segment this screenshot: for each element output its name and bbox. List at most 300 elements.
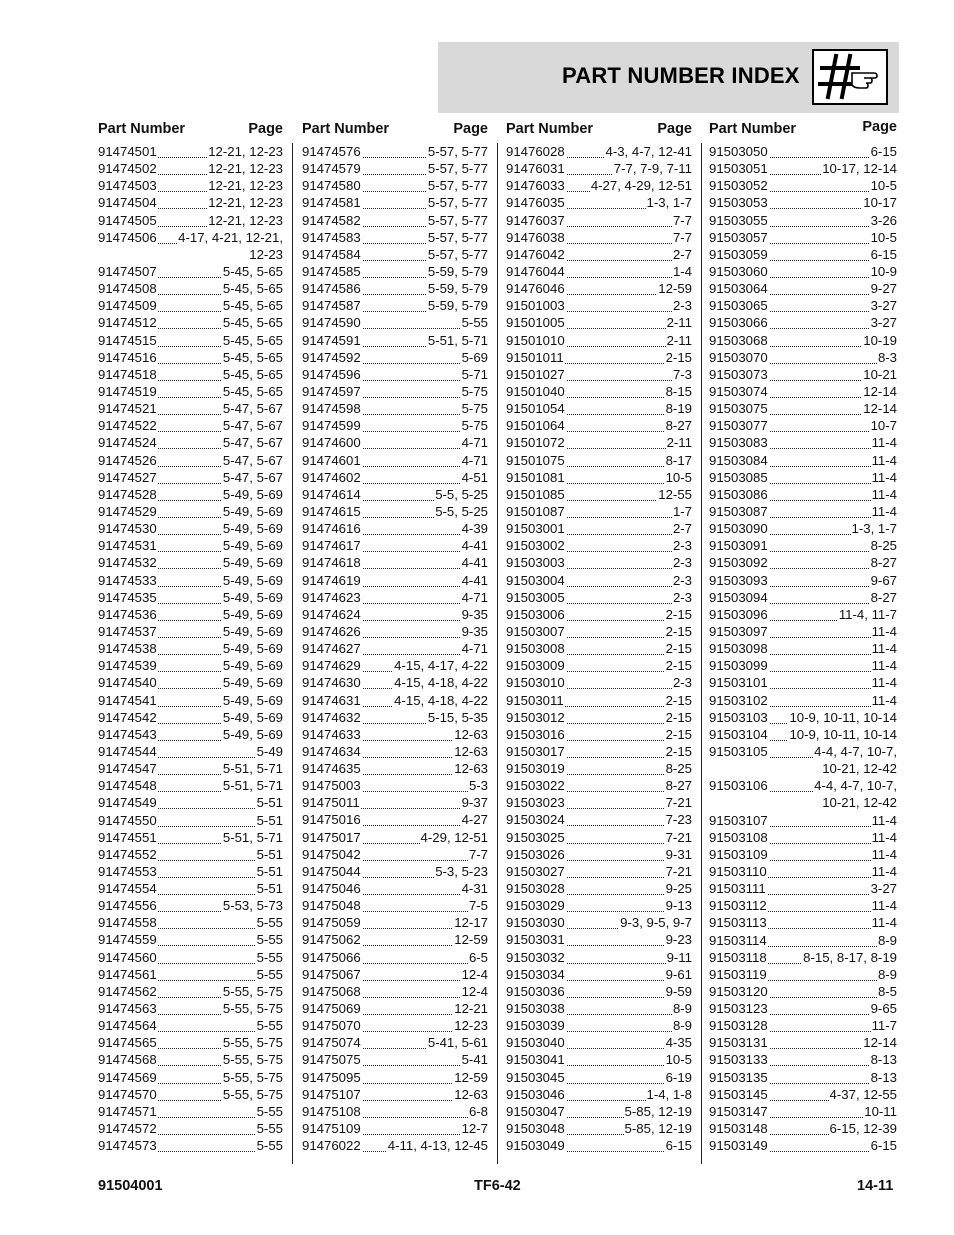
- part-number: 91503002: [506, 538, 565, 554]
- part-number: 91503065: [709, 298, 768, 314]
- page-reference: 5-49, 5-69: [222, 555, 283, 571]
- index-entry: [709, 434, 897, 451]
- page-reference: 2-11: [666, 332, 692, 348]
- index-entry: [506, 229, 692, 246]
- index-entry: [98, 1034, 283, 1051]
- part-number: 91503118: [709, 949, 767, 965]
- part-number: 91475074: [302, 1035, 361, 1051]
- index-entry: [709, 486, 897, 503]
- index-entry: [302, 1051, 488, 1068]
- index-column-2: [302, 119, 488, 1154]
- page-reference: 7-21: [665, 795, 692, 811]
- index-entry: [506, 914, 692, 931]
- page-reference: 11-4: [871, 641, 897, 657]
- page-reference: 10-21: [863, 366, 897, 382]
- page-reference: 5-47, 5-67: [222, 435, 283, 451]
- page-reference: 8-15: [665, 383, 692, 399]
- index-entry: [302, 572, 488, 589]
- page-reference: 5-51, 5-71: [427, 332, 488, 348]
- part-number: 91475016: [302, 812, 361, 828]
- index-entry: [98, 812, 283, 829]
- page-reference: 5-49, 5-69: [222, 675, 283, 691]
- page-reference: 2-11: [666, 435, 692, 451]
- index-entry: [302, 760, 488, 777]
- page-reference: 5-3: [468, 778, 488, 794]
- page-reference: 5-45, 5-65: [222, 298, 283, 314]
- part-number: 91474583: [302, 229, 361, 245]
- index-entry: [709, 1034, 897, 1051]
- part-number: 91503016: [506, 726, 565, 742]
- page-reference: 4-71: [461, 452, 488, 468]
- part-number: 91476022: [302, 1138, 361, 1154]
- index-entry: [709, 537, 897, 554]
- page-reference: 1-7: [672, 503, 692, 519]
- index-entry: [302, 452, 488, 469]
- part-number: 91503004: [506, 572, 565, 588]
- column-header: [506, 119, 692, 143]
- index-entry: [709, 932, 897, 949]
- page-reference: 2-3: [672, 572, 692, 588]
- page-reference: 8-25: [870, 538, 897, 554]
- part-number: 91503108: [709, 829, 768, 845]
- part-number: 91503090: [709, 521, 768, 537]
- part-number: 91474630: [302, 675, 361, 691]
- index-entry: [98, 400, 283, 417]
- part-number: 91503046: [506, 1086, 565, 1102]
- page-reference: 8-9: [672, 1018, 692, 1034]
- part-number: 91503103: [709, 709, 768, 725]
- part-number: 91474579: [302, 161, 361, 177]
- page-reference: 5-45, 5-65: [222, 281, 283, 297]
- index-entry: [709, 692, 897, 709]
- index-entry: [709, 589, 897, 606]
- page-reference: 10-17: [863, 195, 897, 211]
- part-number: 91503008: [506, 641, 565, 657]
- part-number: 91503105: [709, 743, 768, 759]
- index-entry: [302, 417, 488, 434]
- index-entry: [506, 794, 692, 811]
- index-entry: [506, 863, 692, 880]
- index-entry: [302, 657, 488, 674]
- part-number: 91501027: [506, 366, 565, 382]
- index-entry: [302, 692, 488, 709]
- part-number: 91474539: [98, 658, 157, 674]
- index-entry: [302, 554, 488, 571]
- part-number: 91474624: [302, 606, 361, 622]
- part-number-header: Part Number: [709, 121, 797, 137]
- page-reference: 6-8: [468, 1103, 488, 1119]
- page-reference: 2-7: [672, 246, 692, 262]
- page-reference: 5-85, 12-19: [624, 1103, 692, 1119]
- index-entry: [709, 863, 897, 880]
- index-entry: [709, 366, 897, 383]
- index-entry: [98, 606, 283, 623]
- page-reference: 7-23: [665, 812, 692, 828]
- part-number: 91503040: [506, 1035, 565, 1051]
- index-entry: [98, 589, 283, 606]
- part-number: 91474581: [302, 195, 361, 211]
- page-reference: 11-4: [871, 658, 897, 674]
- part-number: 91476046: [506, 281, 565, 297]
- part-number: 91475075: [302, 1052, 361, 1068]
- index-entry: [709, 572, 897, 589]
- part-number: 91474529: [98, 503, 157, 519]
- part-number: 91503098: [709, 641, 768, 657]
- index-entry: [98, 486, 283, 503]
- page-reference: 11-4: [871, 692, 897, 708]
- page-reference: 5-59, 5-79: [427, 281, 488, 297]
- page-reference: 12-63: [454, 726, 488, 742]
- part-number: 91474508: [98, 281, 157, 297]
- part-number: 91501085: [506, 486, 565, 502]
- index-entry: [709, 263, 897, 280]
- page-reference: 7-7: [468, 846, 488, 862]
- part-number: 91474507: [98, 264, 157, 279]
- page-reference: 5-49: [256, 743, 283, 759]
- part-number: 91503026: [506, 846, 565, 862]
- page-reference: 4-29, 12-51: [420, 829, 488, 845]
- part-number-header: Part Number: [302, 121, 390, 137]
- part-number: 91474531: [98, 538, 157, 554]
- page-reference: 4-27: [461, 812, 488, 828]
- index-entry: [98, 726, 283, 743]
- index-entry: [302, 811, 488, 828]
- index-entry: [709, 160, 897, 177]
- part-number: 91474515: [98, 332, 157, 348]
- part-number: 91503149: [709, 1138, 768, 1154]
- index-entry: [302, 383, 488, 400]
- page-reference: 9-59: [665, 983, 692, 999]
- index-entry: [302, 640, 488, 657]
- index-entry: [709, 314, 897, 331]
- page-reference: 9-67: [870, 572, 897, 588]
- part-number: 91474570: [98, 1086, 157, 1102]
- part-number: 91503135: [709, 1069, 768, 1085]
- part-number: 91503038: [506, 1001, 565, 1017]
- part-number: 91503092: [709, 555, 768, 571]
- index-entry: [302, 160, 488, 177]
- part-number: 91503052: [709, 178, 768, 194]
- part-number: 91474616: [302, 521, 361, 537]
- page-reference: 5-45, 5-65: [222, 315, 283, 331]
- part-number: 91503107: [709, 812, 768, 828]
- part-number: 91501075: [506, 452, 565, 468]
- page-reference: 9-31: [665, 846, 692, 862]
- index-entry: [709, 777, 897, 811]
- part-number: 91475042: [302, 846, 361, 862]
- page-reference: 12-17: [454, 915, 488, 931]
- part-number: 91474550: [98, 812, 157, 828]
- index-entry: [709, 1069, 897, 1086]
- part-number: 91501011: [506, 349, 564, 365]
- footer-right: 14-11: [857, 1178, 894, 1194]
- index-entry: [506, 332, 692, 349]
- page-reference: 5-49, 5-69: [222, 709, 283, 725]
- index-entry: [302, 623, 488, 640]
- part-number: 91474634: [302, 743, 361, 759]
- page-reference: 5-49, 5-69: [222, 503, 283, 519]
- part-number: 91474542: [98, 709, 157, 725]
- page-reference: 9-25: [665, 881, 692, 897]
- index-entry: [709, 846, 897, 863]
- index-entry: [506, 297, 692, 314]
- page-reference: 6-15: [665, 1138, 692, 1154]
- index-entry: [506, 829, 692, 846]
- index-entry: [506, 572, 692, 589]
- part-number: 91476031: [506, 161, 565, 177]
- part-number: 91474592: [302, 349, 361, 365]
- page-reference: 3-27: [870, 315, 897, 331]
- index-entry: [302, 280, 488, 297]
- part-number: 91474536: [98, 606, 157, 622]
- part-number: 91503005: [506, 589, 565, 605]
- page-reference: 9-61: [665, 966, 692, 982]
- page-reference: 9-27: [870, 281, 897, 297]
- part-number: 91503131: [709, 1035, 768, 1051]
- page-reference: 10-5: [665, 469, 692, 485]
- index-entry: [506, 983, 692, 1000]
- part-number: 91503066: [709, 315, 768, 331]
- page-reference: 2-7: [672, 521, 692, 537]
- index-entry: [709, 280, 897, 297]
- index-entry: [98, 966, 283, 983]
- page-reference: 5-55: [461, 315, 488, 331]
- page-reference: 5-49, 5-69: [222, 726, 283, 742]
- index-entry: [709, 229, 897, 246]
- title-banner: [438, 42, 899, 113]
- part-number: 91475067: [302, 966, 361, 982]
- part-number: 91503101: [709, 675, 768, 691]
- part-number: 91474587: [302, 298, 361, 314]
- part-number: 91475059: [302, 915, 361, 931]
- index-entry: [506, 726, 692, 743]
- index-entry: [709, 829, 897, 846]
- index-entry: [302, 863, 488, 880]
- index-entry: [98, 674, 283, 691]
- page-reference: 5-51: [256, 881, 283, 897]
- page-reference: 5-15, 5-35: [427, 709, 488, 725]
- page-reference: 5-55: [256, 1138, 283, 1154]
- part-number: 91474522: [98, 418, 157, 434]
- part-number: 91503119: [709, 966, 767, 982]
- page-reference: 11-4: [871, 435, 897, 451]
- part-number: 91475095: [302, 1069, 361, 1085]
- part-number: 91503113: [709, 915, 767, 931]
- index-entry: [506, 709, 692, 726]
- page-reference: 2-15: [665, 606, 692, 622]
- index-entry: [506, 1051, 692, 1068]
- index-entry: [506, 1103, 692, 1120]
- part-number: 91503022: [506, 778, 565, 794]
- part-number: 91474590: [302, 315, 361, 331]
- index-entry: [302, 606, 488, 623]
- part-number: 91503030: [506, 915, 565, 931]
- page-reference: 12-63: [454, 743, 488, 759]
- part-number: 91474582: [302, 212, 361, 228]
- index-entry: [709, 1017, 897, 1034]
- page-reference: 5-75: [461, 418, 488, 434]
- part-number: 91474598: [302, 401, 361, 417]
- page-reference: 1-4, 1-8: [646, 1086, 692, 1102]
- page-reference: 12-21, 12-23: [208, 195, 283, 211]
- part-number: 91503017: [506, 743, 565, 759]
- index-entry: [98, 692, 283, 709]
- index-entry: [506, 1086, 692, 1103]
- page-reference: 2-15: [665, 623, 692, 639]
- index-entry: [302, 537, 488, 554]
- part-number: 91474556: [98, 898, 157, 914]
- part-number: 91503109: [709, 846, 768, 862]
- column-divider: [701, 143, 702, 1164]
- index-entry: [302, 777, 488, 794]
- part-number: 91503106: [709, 778, 768, 794]
- part-number: 91476035: [506, 195, 565, 211]
- index-entry: [302, 1120, 488, 1137]
- page-reference: 12-63: [454, 761, 488, 777]
- page-reference: 10-11: [864, 1103, 897, 1119]
- page-reference: 5-57, 5-77: [427, 229, 488, 245]
- part-number: 91474502: [98, 161, 157, 177]
- index-entry: [98, 537, 283, 554]
- index-entry: [506, 400, 692, 417]
- part-number: 91503051: [709, 161, 768, 177]
- page-reference: 12-55: [658, 486, 692, 502]
- index-entry: [709, 383, 897, 400]
- part-number: 91474533: [98, 572, 157, 588]
- index-column-3: [506, 119, 692, 1154]
- part-number: 91474528: [98, 486, 157, 502]
- page-reference: 9-37: [461, 795, 488, 811]
- index-entry: [709, 606, 897, 623]
- index-entry: [506, 383, 692, 400]
- index-entry: [506, 177, 692, 194]
- part-number: 91501087: [506, 503, 565, 519]
- part-number: 91474540: [98, 675, 157, 691]
- part-number: 91503112: [709, 898, 767, 914]
- index-entry: [709, 1086, 897, 1103]
- part-number: 91474549: [98, 795, 157, 811]
- page-reference: 4-41: [461, 555, 488, 571]
- part-number: 91474560: [98, 949, 157, 965]
- hash-pointing-hand-icon: [812, 49, 888, 105]
- part-number: 91474503: [98, 178, 157, 194]
- index-entry: [98, 794, 283, 811]
- index-entry: [709, 657, 897, 674]
- page-reference: 5-51: [256, 795, 283, 811]
- page-reference: 4-4, 4-7, 10-7,: [814, 778, 897, 794]
- index-entry: [98, 366, 283, 383]
- index-entry: [709, 194, 897, 211]
- part-number: 91503034: [506, 966, 565, 982]
- index-entry: [302, 434, 488, 451]
- page-reference: 5-5, 5-25: [435, 486, 488, 502]
- page-reference: 5-57, 5-77: [427, 212, 488, 228]
- index-entry: [98, 1103, 283, 1120]
- index-entry: [506, 246, 692, 263]
- index-entry: [302, 1000, 488, 1017]
- page-reference: 5-85, 12-19: [624, 1121, 692, 1137]
- page-reference: 7-5: [468, 898, 488, 914]
- part-number: 91503039: [506, 1018, 565, 1034]
- part-number: 91474537: [98, 623, 157, 639]
- page-reference: 4-51: [461, 469, 488, 485]
- index-entry: [98, 931, 283, 948]
- page-reference: 5-57, 5-77: [427, 161, 488, 177]
- index-entry: [709, 623, 897, 640]
- part-number: 91503148: [709, 1121, 768, 1137]
- page-reference: 2-15: [665, 658, 692, 674]
- part-number: 91503084: [709, 452, 768, 468]
- page-reference: 4-71: [461, 641, 488, 657]
- part-number: 91503064: [709, 281, 768, 297]
- page-reference-continued: 10-21, 12-42: [822, 761, 897, 777]
- index-entry: [302, 1017, 488, 1034]
- page-reference: 5-57, 5-77: [427, 178, 488, 194]
- page-reference: 5-47, 5-67: [222, 452, 283, 468]
- part-number: 91503001: [506, 521, 565, 537]
- index-entry: [98, 829, 283, 846]
- index-entry: [709, 1051, 897, 1068]
- page-reference: 9-13: [665, 898, 692, 914]
- part-number: 91503077: [709, 418, 768, 434]
- column-divider: [292, 143, 293, 1164]
- part-number: 91503087: [709, 503, 768, 519]
- part-number: 91501003: [506, 298, 565, 314]
- part-number: 91503094: [709, 589, 768, 605]
- page-reference: 5-49, 5-69: [222, 521, 283, 537]
- index-entry: [302, 143, 488, 160]
- footer-center: TF6-42: [474, 1178, 521, 1194]
- index-entry: [506, 486, 692, 503]
- index-entry: [506, 1034, 692, 1051]
- index-entry: [506, 931, 692, 948]
- part-number: 91474565: [98, 1035, 157, 1051]
- index-entry: [506, 846, 692, 863]
- index-entry: [302, 332, 488, 349]
- index-entry: [98, 554, 283, 571]
- page-reference: 5-55, 5-75: [222, 1086, 283, 1102]
- index-entry: [709, 1000, 897, 1017]
- part-number: 91474506: [98, 229, 157, 245]
- index-entry: [302, 880, 488, 897]
- index-entry: [98, 520, 283, 537]
- index-entry: [506, 349, 692, 366]
- index-entry: [709, 709, 897, 726]
- page-reference: 5-45, 5-65: [222, 264, 283, 279]
- page-reference: 5-55, 5-75: [222, 1035, 283, 1051]
- page-reference: 5-55: [256, 1121, 283, 1137]
- page-reference: 5-49, 5-69: [222, 623, 283, 639]
- page-reference: 5-49, 5-69: [222, 606, 283, 622]
- part-number: 91474619: [302, 572, 361, 588]
- page-reference: 12-21, 12-23: [208, 144, 283, 159]
- index-entry: [506, 537, 692, 554]
- part-number: 91474505: [98, 212, 157, 228]
- part-number: 91474538: [98, 641, 157, 657]
- index-entry: [302, 366, 488, 383]
- page-reference: 8-27: [665, 418, 692, 434]
- part-number: 91503050: [709, 144, 768, 159]
- page-reference: 8-5: [877, 983, 897, 999]
- page-reference: 5-49, 5-69: [222, 486, 283, 502]
- part-number-header: Part Number: [506, 121, 594, 137]
- part-number: 91503055: [709, 212, 768, 228]
- part-number: 91503045: [506, 1069, 565, 1085]
- index-entry: [506, 897, 692, 914]
- index-entry: [302, 589, 488, 606]
- part-number: 91503023: [506, 795, 565, 811]
- part-number: 91476038: [506, 229, 565, 245]
